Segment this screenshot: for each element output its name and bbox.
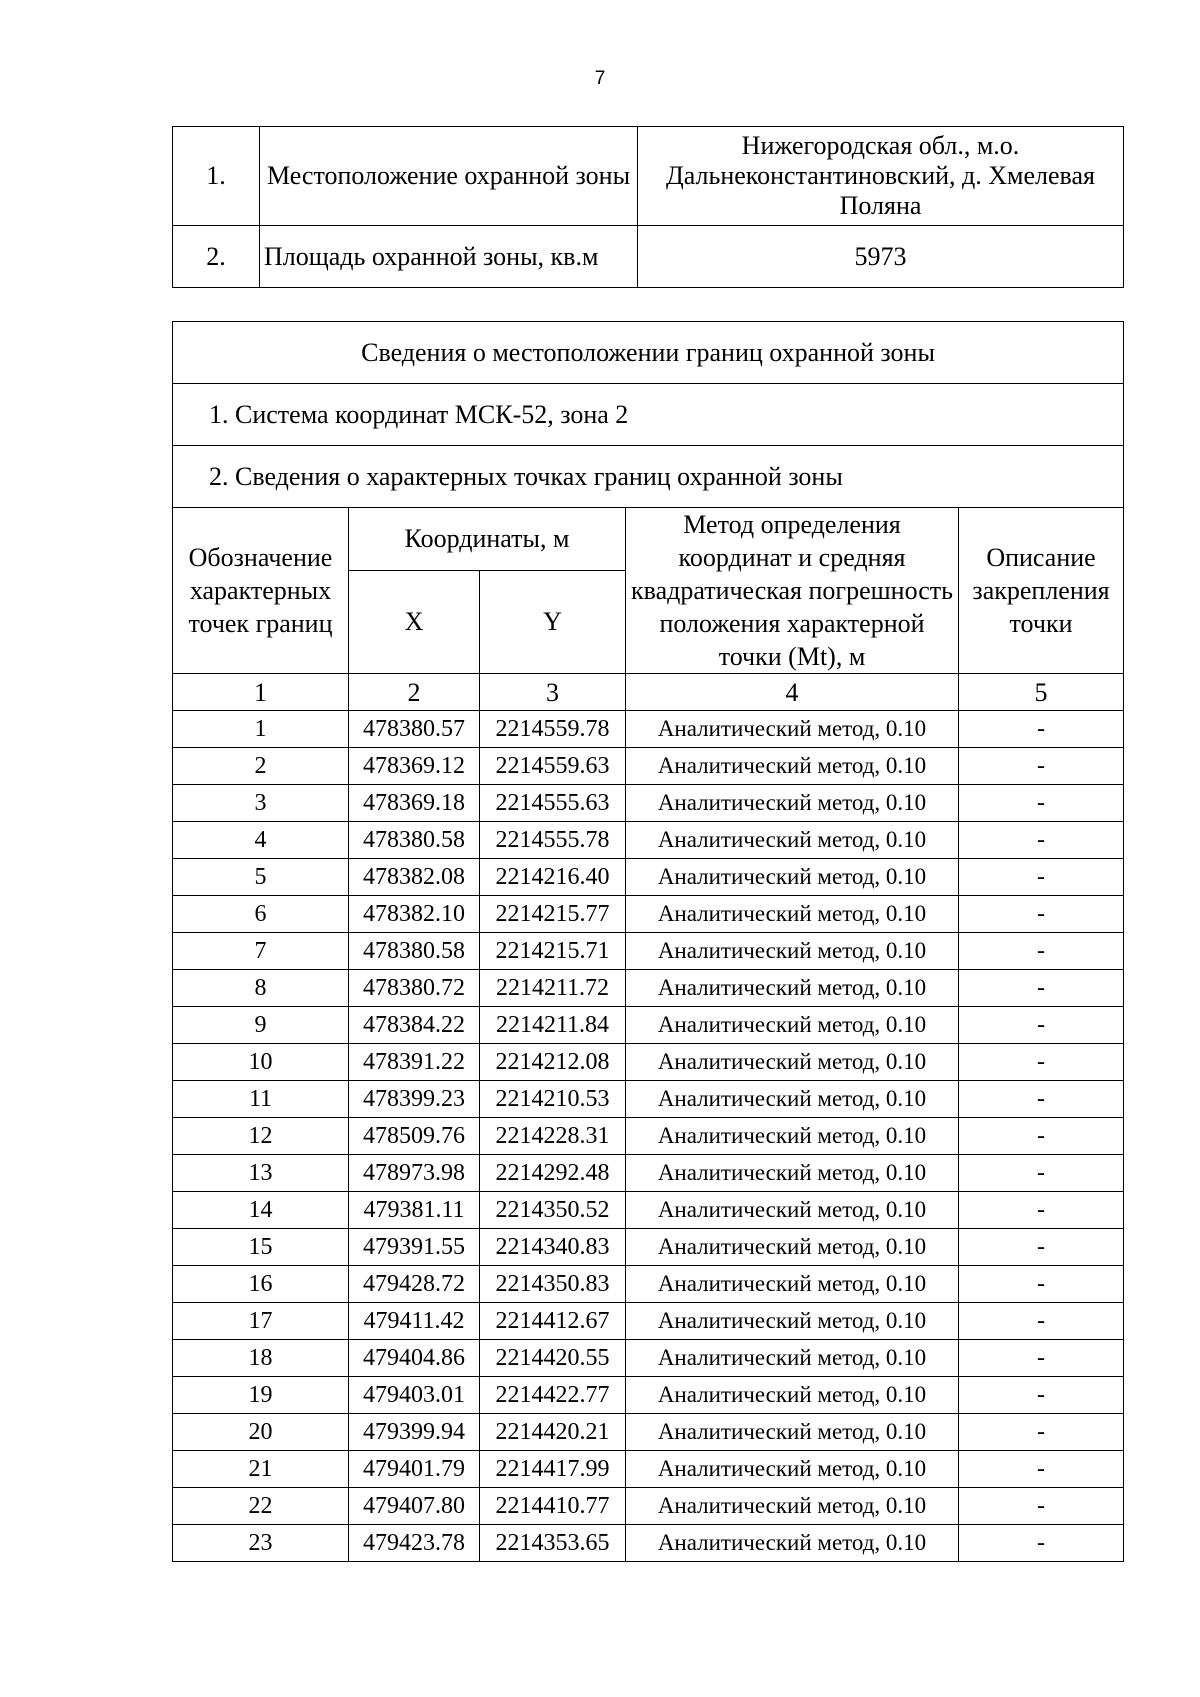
method-cell: Аналитический метод, 0.10 <box>626 1155 959 1192</box>
coord-y: 2214417.99 <box>480 1451 626 1488</box>
coord-y: 2214559.78 <box>480 711 626 748</box>
description-cell: - <box>959 1451 1124 1488</box>
method-cell: Аналитический метод, 0.10 <box>626 1118 959 1155</box>
coord-x: 479428.72 <box>349 1266 480 1303</box>
table-row <box>173 970 1124 1007</box>
point-number: 15 <box>173 1229 349 1266</box>
table-row <box>173 822 1124 859</box>
coord-x: 479423.78 <box>349 1525 480 1562</box>
method-cell: Аналитический метод, 0.10 <box>626 1081 959 1118</box>
point-number: 1 <box>173 711 349 748</box>
point-number: 4 <box>173 822 349 859</box>
point-number: 9 <box>173 1007 349 1044</box>
method-cell: Аналитический метод, 0.10 <box>626 1044 959 1081</box>
coord-y: 2214350.83 <box>480 1266 626 1303</box>
coord-x: 479411.42 <box>349 1303 480 1340</box>
point-number: 18 <box>173 1340 349 1377</box>
row-label: Местоположение охранной зоны <box>260 127 638 226</box>
point-number: 19 <box>173 1377 349 1414</box>
method-cell: Аналитический метод, 0.10 <box>626 1340 959 1377</box>
table-row <box>173 1451 1124 1488</box>
table-row <box>173 1081 1124 1118</box>
coord-x: 478399.23 <box>349 1081 480 1118</box>
table-row <box>173 1525 1124 1562</box>
coord-y: 2214215.71 <box>480 933 626 970</box>
point-number: 10 <box>173 1044 349 1081</box>
method-cell: Аналитический метод, 0.10 <box>626 859 959 896</box>
row-value: 5973 <box>638 226 1124 288</box>
point-number: 12 <box>173 1118 349 1155</box>
table-row <box>173 711 1124 748</box>
description-cell: - <box>959 1192 1124 1229</box>
point-number: 3 <box>173 785 349 822</box>
point-number: 17 <box>173 1303 349 1340</box>
method-cell: Аналитический метод, 0.10 <box>626 1525 959 1562</box>
table-row <box>173 1266 1124 1303</box>
description-cell: - <box>959 970 1124 1007</box>
description-cell: - <box>959 1118 1124 1155</box>
method-cell: Аналитический метод, 0.10 <box>626 1192 959 1229</box>
point-number: 2 <box>173 748 349 785</box>
coord-x: 479403.01 <box>349 1377 480 1414</box>
method-cell: Аналитический метод, 0.10 <box>626 1229 959 1266</box>
zone-info-table <box>172 126 1124 288</box>
description-cell: - <box>959 711 1124 748</box>
point-number: 11 <box>173 1081 349 1118</box>
coord-y: 2214353.65 <box>480 1525 626 1562</box>
description-cell: - <box>959 1266 1124 1303</box>
method-cell: Аналитический метод, 0.10 <box>626 1266 959 1303</box>
coord-y: 2214340.83 <box>480 1229 626 1266</box>
description-cell: - <box>959 1229 1124 1266</box>
method-cell: Аналитический метод, 0.10 <box>626 1451 959 1488</box>
table-row <box>173 1118 1124 1155</box>
coord-x: 478382.08 <box>349 859 480 896</box>
table-row <box>173 859 1124 896</box>
column-number: 2 <box>349 674 480 711</box>
method-cell: Аналитический метод, 0.10 <box>626 1488 959 1525</box>
table-row <box>173 1044 1124 1081</box>
method-cell: Аналитический метод, 0.10 <box>626 1303 959 1340</box>
section-row <box>173 384 1124 446</box>
coord-x: 478509.76 <box>349 1118 480 1155</box>
table-row <box>173 226 1124 288</box>
coord-y: 2214555.63 <box>480 785 626 822</box>
point-number: 13 <box>173 1155 349 1192</box>
table-row <box>173 1488 1124 1525</box>
coord-x: 479391.55 <box>349 1229 480 1266</box>
description-cell: - <box>959 1525 1124 1562</box>
coord-x: 479404.86 <box>349 1340 480 1377</box>
header-method: Метод определения координат и средняя квадратическая погрешность положения характерной точки (Mt), м <box>626 508 959 674</box>
page-number: 7 <box>594 68 606 89</box>
description-cell: - <box>959 933 1124 970</box>
point-number: 5 <box>173 859 349 896</box>
boundary-points-table <box>172 321 1124 1562</box>
coord-y: 2214422.77 <box>480 1377 626 1414</box>
coord-y: 2214410.77 <box>480 1488 626 1525</box>
point-number: 20 <box>173 1414 349 1451</box>
coord-x: 479401.79 <box>349 1451 480 1488</box>
row-number: 2. <box>173 226 260 288</box>
table-row <box>173 127 1124 226</box>
coord-x: 478380.58 <box>349 933 480 970</box>
coord-y: 2214350.52 <box>480 1192 626 1229</box>
description-cell: - <box>959 896 1124 933</box>
coord-y: 2214211.84 <box>480 1007 626 1044</box>
method-cell: Аналитический метод, 0.10 <box>626 1007 959 1044</box>
coord-y: 2214228.31 <box>480 1118 626 1155</box>
coord-x: 478384.22 <box>349 1007 480 1044</box>
header-coordinates: Координаты, м <box>349 508 626 571</box>
row-label: Площадь охранной зоны, кв.м <box>260 226 638 288</box>
coord-y: 2214215.77 <box>480 896 626 933</box>
column-number: 4 <box>626 674 959 711</box>
coordinate-system: 1. Система координат МСК-52, зона 2 <box>173 384 1124 446</box>
point-number: 23 <box>173 1525 349 1562</box>
method-cell: Аналитический метод, 0.10 <box>626 822 959 859</box>
description-cell: - <box>959 1081 1124 1118</box>
coord-x: 479407.80 <box>349 1488 480 1525</box>
description-cell: - <box>959 785 1124 822</box>
description-cell: - <box>959 1488 1124 1525</box>
method-cell: Аналитический метод, 0.10 <box>626 748 959 785</box>
coord-y: 2214216.40 <box>480 859 626 896</box>
table-title: Сведения о местоположении границ охранной зоны <box>173 322 1124 384</box>
point-number: 6 <box>173 896 349 933</box>
column-number: 3 <box>480 674 626 711</box>
coord-x: 479399.94 <box>349 1414 480 1451</box>
table-row <box>173 1229 1124 1266</box>
point-number: 14 <box>173 1192 349 1229</box>
description-cell: - <box>959 1377 1124 1414</box>
coord-x: 478391.22 <box>349 1044 480 1081</box>
table-row <box>173 1377 1124 1414</box>
coord-x: 478369.18 <box>349 785 480 822</box>
method-cell: Аналитический метод, 0.10 <box>626 970 959 1007</box>
method-cell: Аналитический метод, 0.10 <box>626 711 959 748</box>
coord-x: 478380.72 <box>349 970 480 1007</box>
point-number: 21 <box>173 1451 349 1488</box>
table-row <box>173 1414 1124 1451</box>
description-cell: - <box>959 748 1124 785</box>
table-row <box>173 933 1124 970</box>
header-designation: Обозначение характерных точек границ <box>173 508 349 674</box>
column-numbers-row <box>173 674 1124 711</box>
method-cell: Аналитический метод, 0.10 <box>626 1414 959 1451</box>
point-number: 16 <box>173 1266 349 1303</box>
point-number: 8 <box>173 970 349 1007</box>
table-row <box>173 1155 1124 1192</box>
method-cell: Аналитический метод, 0.10 <box>626 933 959 970</box>
coord-y: 2214420.55 <box>480 1340 626 1377</box>
method-cell: Аналитический метод, 0.10 <box>626 896 959 933</box>
coord-y: 2214555.78 <box>480 822 626 859</box>
coord-x: 479381.11 <box>349 1192 480 1229</box>
coord-x: 478369.12 <box>349 748 480 785</box>
table-row <box>173 1340 1124 1377</box>
table-row <box>173 1007 1124 1044</box>
coord-x: 478380.58 <box>349 822 480 859</box>
column-number: 5 <box>959 674 1124 711</box>
coord-y: 2214212.08 <box>480 1044 626 1081</box>
coord-y: 2214292.48 <box>480 1155 626 1192</box>
method-cell: Аналитический метод, 0.10 <box>626 1377 959 1414</box>
coord-y: 2214211.72 <box>480 970 626 1007</box>
coord-y: 2214420.21 <box>480 1414 626 1451</box>
header-description: Описание закрепления точки <box>959 508 1124 674</box>
point-number: 22 <box>173 1488 349 1525</box>
description-cell: - <box>959 1340 1124 1377</box>
coord-y: 2214412.67 <box>480 1303 626 1340</box>
row-number: 1. <box>173 127 260 226</box>
coord-x: 478382.10 <box>349 896 480 933</box>
method-cell: Аналитический метод, 0.10 <box>626 785 959 822</box>
coord-y: 2214210.53 <box>480 1081 626 1118</box>
header-x: X <box>349 570 480 673</box>
description-cell: - <box>959 1044 1124 1081</box>
description-cell: - <box>959 1155 1124 1192</box>
header-y: Y <box>480 570 626 673</box>
table-row <box>173 896 1124 933</box>
section-row <box>173 446 1124 508</box>
section-row <box>173 322 1124 384</box>
header-row <box>173 508 1124 571</box>
table-row <box>173 1192 1124 1229</box>
table-row <box>173 748 1124 785</box>
coord-y: 2214559.63 <box>480 748 626 785</box>
coord-x: 478380.57 <box>349 711 480 748</box>
table-row <box>173 785 1124 822</box>
description-cell: - <box>959 1007 1124 1044</box>
description-cell: - <box>959 1303 1124 1340</box>
description-cell: - <box>959 1414 1124 1451</box>
point-number: 7 <box>173 933 349 970</box>
coord-x: 478973.98 <box>349 1155 480 1192</box>
row-value: Нижегородская обл., м.о. Дальнеконстантиновский, д. Хмелевая Поляна <box>638 127 1124 226</box>
description-cell: - <box>959 822 1124 859</box>
table-row <box>173 1303 1124 1340</box>
description-cell: - <box>959 859 1124 896</box>
column-number: 1 <box>173 674 349 711</box>
points-section-title: 2. Сведения о характерных точках границ охранной зоны <box>173 446 1124 508</box>
